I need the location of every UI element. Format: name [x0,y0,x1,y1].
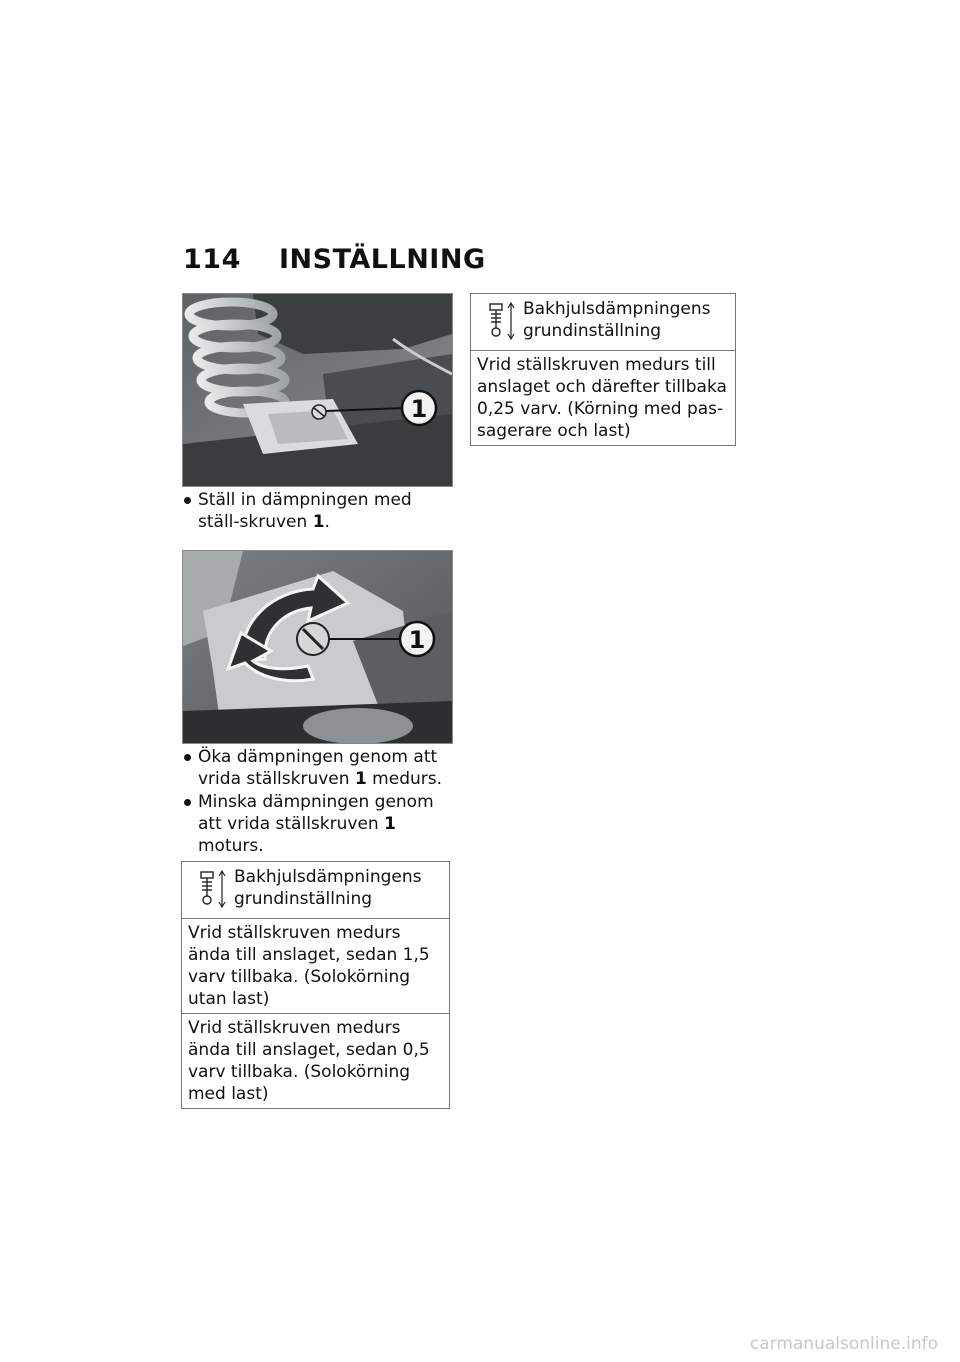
spec-title-line2: grundinställning [523,321,662,341]
figure-adjusting-screw [182,550,453,744]
step-text: Ställ in dämpningen med ställ-skruven [198,490,412,532]
spec-title-line1: Bakhjulsdämpningens [234,867,422,887]
step-suffix: . [324,512,330,532]
section-title: INSTÄLLNING [279,244,486,275]
list-item [182,791,454,857]
step-text: Öka dämpningen genom att vrida ställskruven [198,747,438,789]
spec-row: Vrid ställskruven medurs ända till anslaget, sedan 1,5 varv tillbaka. (Solokörning utan last) [188,923,430,1009]
bullet-icon [184,497,191,504]
page-number: 114 [183,244,241,275]
bullet-icon [184,754,191,761]
figure-shock-absorber [182,293,453,487]
watermark: carmanualsonline.info [749,1334,938,1354]
step-suffix: moturs. [198,836,264,856]
figure1-callout: 1 [410,395,428,423]
step-ref: 1 [354,769,367,789]
shock-adjust-icon [485,300,519,344]
step-text: Minska dämpningen genom att vrida ställskruven [198,792,434,834]
figure2-callout: 1 [408,626,426,654]
list-item [182,746,454,790]
spec-title-line2: grundinställning [234,889,373,909]
step-suffix: medurs. [366,769,443,789]
shock-adjust-icon [196,868,230,912]
page-header [183,244,486,275]
bullet-icon [184,799,191,806]
spec-row: Vrid ställskruven medurs till anslaget och därefter tillbaka 0,25 varv. (Körning med pas-sagerare och last) [477,355,727,441]
step-ref: 1 [312,512,325,532]
spec-box-right [470,293,736,446]
list-item [182,489,454,533]
step-list-2 [182,746,454,858]
spec-title-line1: Bakhjulsdämpningens [523,299,711,319]
spec-row: Vrid ställskruven medurs ända till anslaget, sedan 0,5 varv tillbaka. (Solokörning med last) [182,1013,449,1108]
step-ref: 1 [384,814,396,834]
spec-box-left [181,861,450,1109]
spec-header [182,862,449,919]
spec-header [471,294,735,351]
step-list-1 [182,489,454,534]
